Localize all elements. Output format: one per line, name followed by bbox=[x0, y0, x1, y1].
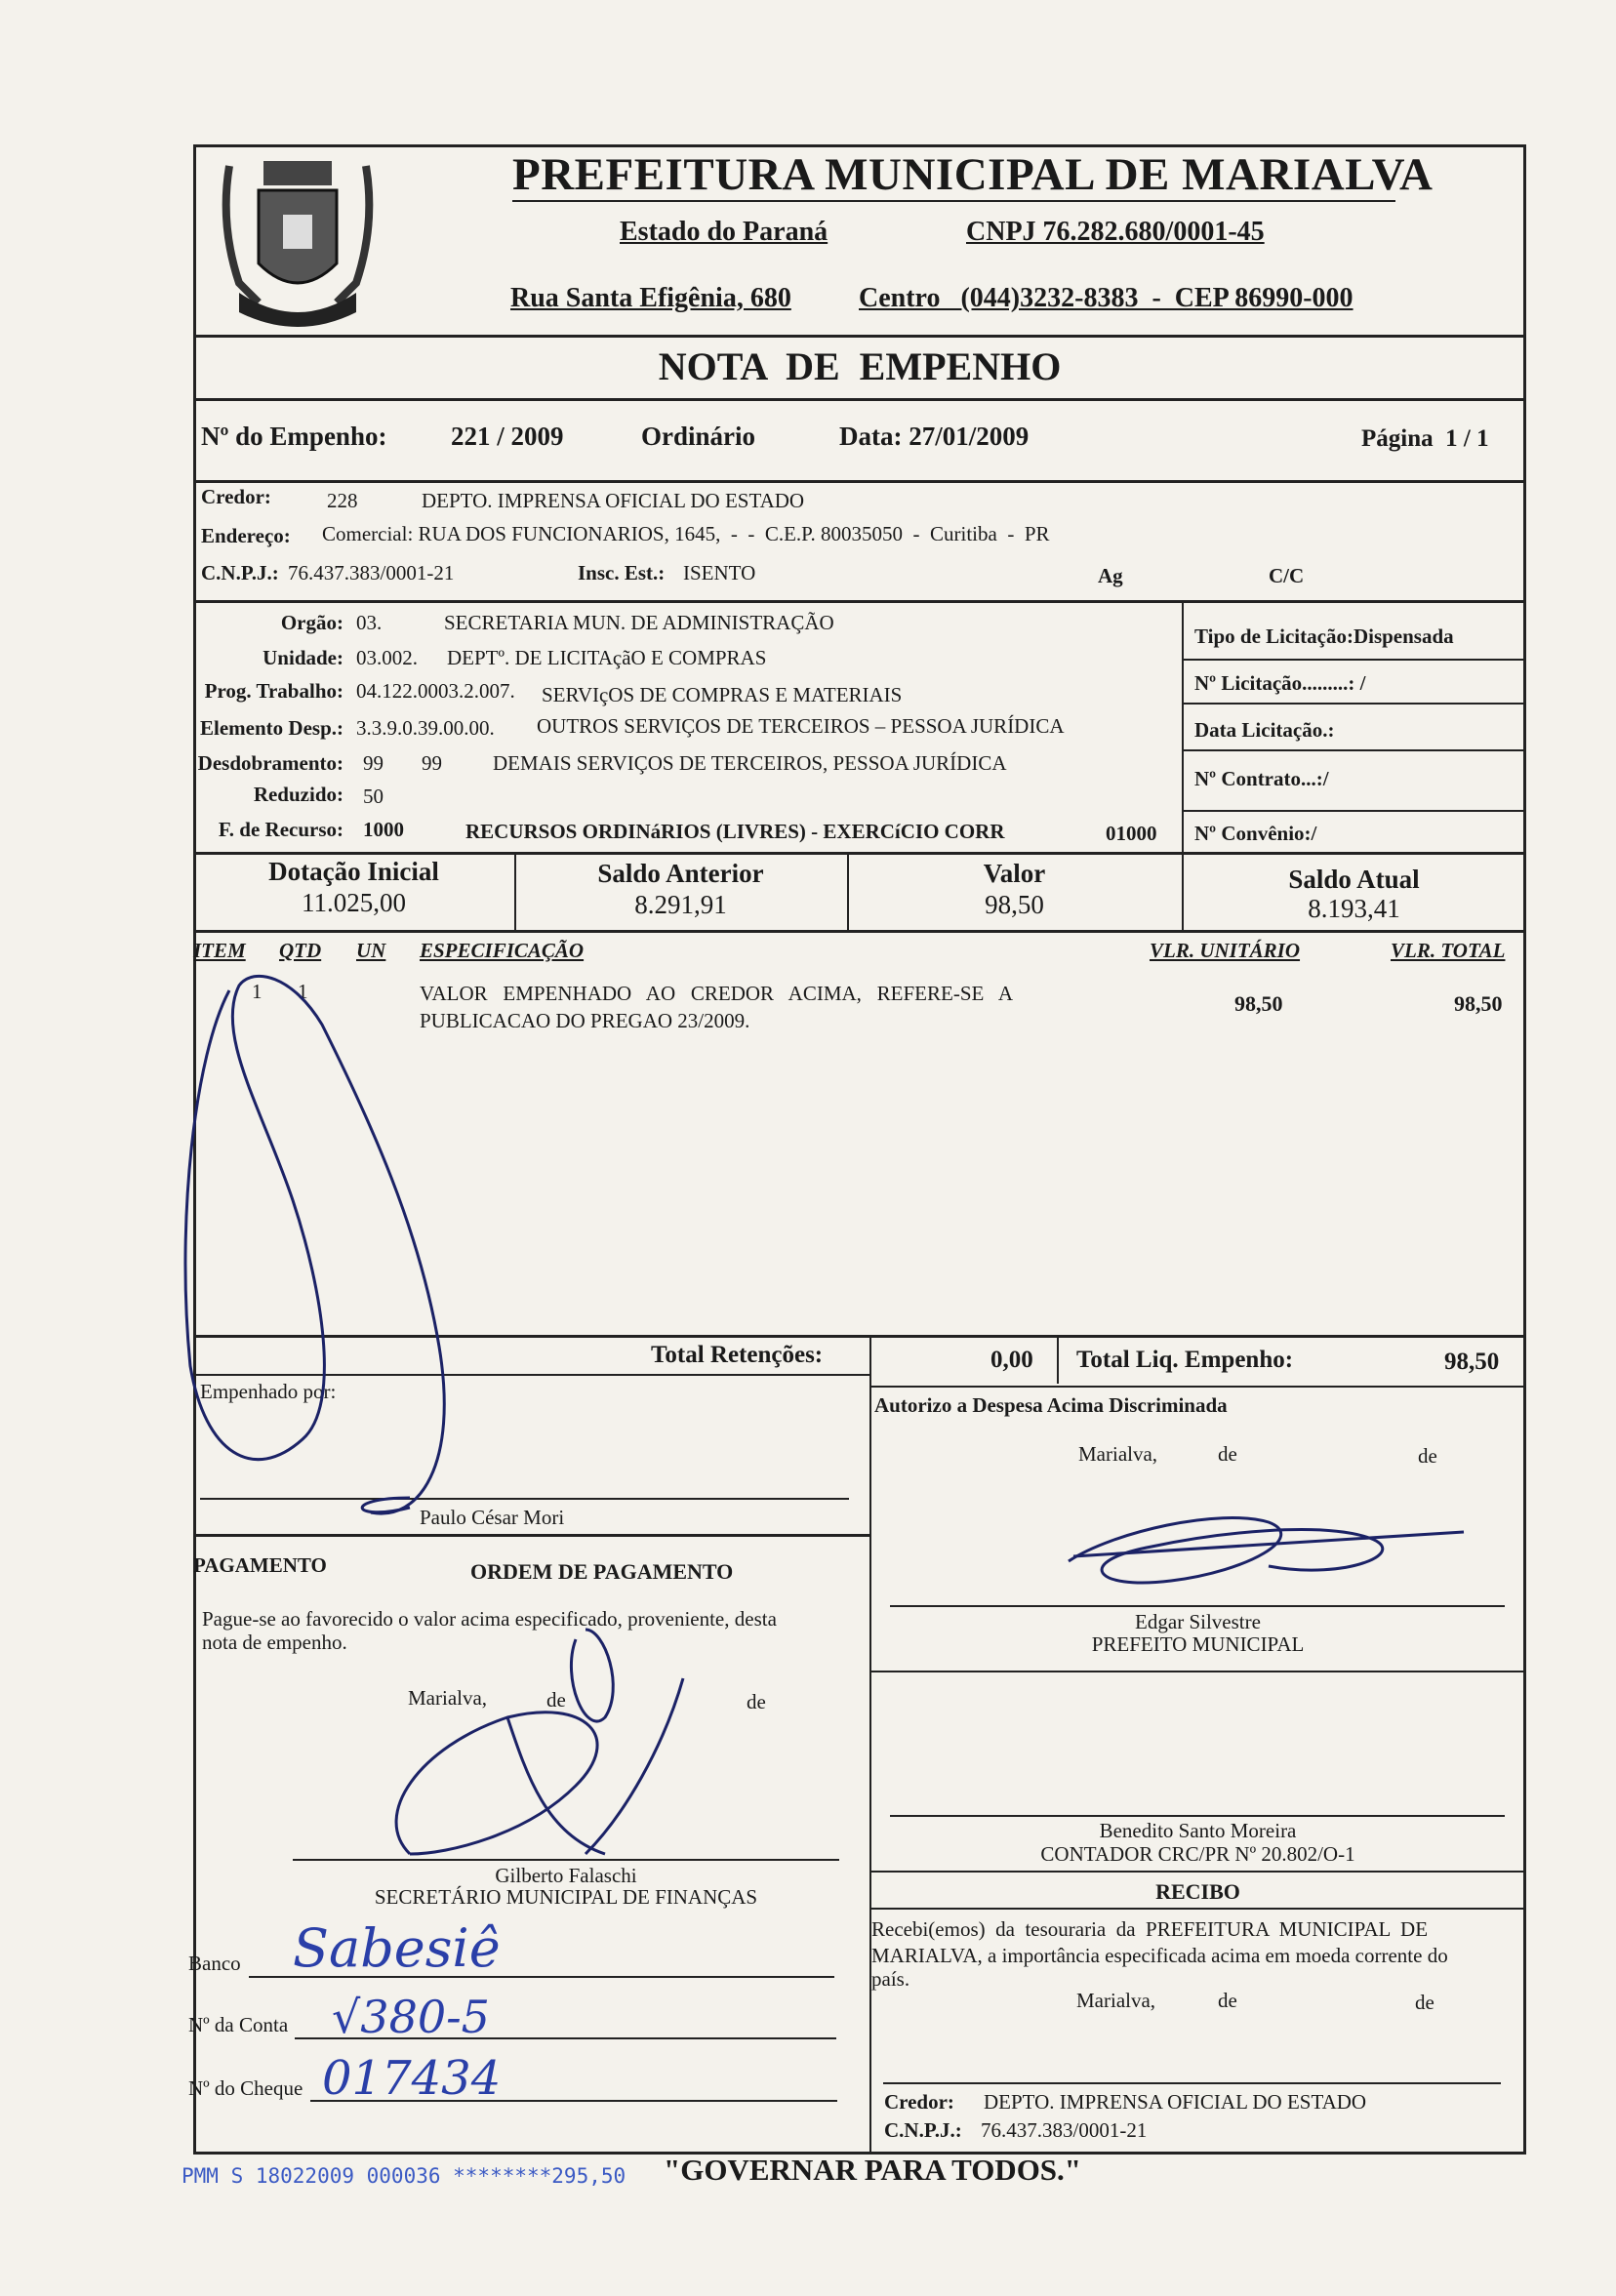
recibo-credor-label: Credor: bbox=[884, 2090, 954, 2114]
fonte-recurso-name: RECURSOS ORDINáRIOS (LIVRES) - EXERCíCIO CORR bbox=[465, 820, 1005, 843]
recibo-de-1: de bbox=[1218, 1989, 1237, 2012]
autorizo-de-1: de bbox=[1218, 1442, 1237, 1466]
desdobramento-code-2: 99 bbox=[422, 751, 442, 775]
col-qtd: QTD bbox=[279, 939, 322, 962]
secretario-title: SECRETÁRIO MUNICIPAL DE FINANÇAS bbox=[374, 1885, 758, 1909]
empenhado-por-name: Paulo César Mori bbox=[420, 1506, 565, 1529]
empenho-number-label: Nº do Empenho: bbox=[201, 422, 387, 451]
ordem-pagamento-label: ORDEM DE PAGAMENTO bbox=[470, 1559, 734, 1584]
elemento-label: Elemento Desp.: bbox=[200, 716, 343, 740]
recibo-text-3: país. bbox=[871, 1967, 910, 1991]
dotacao-label: Dotação Inicial bbox=[268, 857, 439, 886]
contador-name: Benedito Santo Moreira bbox=[1099, 1819, 1297, 1842]
credor-name: DEPTO. IMPRENSA OFICIAL DO ESTADO bbox=[422, 489, 805, 512]
cheque-label: Nº do Cheque bbox=[188, 2076, 303, 2100]
orgao-code: 03. bbox=[356, 611, 383, 634]
reduzido-label: Reduzido: bbox=[253, 783, 343, 806]
col-especificacao: ESPECIFICAÇÃO bbox=[420, 939, 585, 962]
fonte-recurso-label: F. de Recurso: bbox=[218, 818, 343, 841]
empenho-type: Ordinário bbox=[641, 422, 756, 451]
banco-value: Sabesiê bbox=[293, 1917, 501, 1979]
empenhado-por-label: Empenhado por: bbox=[200, 1380, 337, 1403]
ag-label: Ag bbox=[1098, 564, 1123, 587]
total-retencoes-label: Total Retenções: bbox=[651, 1342, 824, 1368]
unidade-code: 03.002. bbox=[356, 646, 418, 669]
district-phone: Centro (044)3232-8383 - CEP 86990-000 bbox=[859, 283, 1353, 313]
cnpj-header: CNPJ 76.282.680/0001-45 bbox=[966, 217, 1265, 247]
total-liquido-label: Total Liq. Empenho: bbox=[1076, 1347, 1294, 1373]
numero-convenio: Nº Convênio:/ bbox=[1194, 822, 1317, 845]
fonte-recurso-sub: 01000 bbox=[1106, 822, 1157, 845]
unidade-name: DEPTº. DE LICITAçãO E COMPRAS bbox=[447, 646, 767, 669]
credor-cnpj: 76.437.383/0001-21 bbox=[288, 561, 455, 584]
endereco-value: Comercial: RUA DOS FUNCIONARIOS, 1645, - - C.E.P. 80035050 - Curitiba - PR bbox=[322, 522, 1050, 545]
desdobramento-code-1: 99 bbox=[363, 751, 384, 775]
saldo-anterior-value: 8.291,91 bbox=[634, 890, 727, 919]
recibo-cnpj-value: 76.437.383/0001-21 bbox=[981, 2118, 1148, 2142]
reduzido-value: 50 bbox=[363, 785, 384, 808]
numero-contrato: Nº Contrato...:/ bbox=[1194, 767, 1329, 790]
dotacao-value: 11.025,00 bbox=[302, 888, 406, 917]
saldo-atual-label: Saldo Atual bbox=[1288, 865, 1420, 894]
pagamento-text-1: Pague-se ao favorecido o valor acima especificado, proveniente, desta bbox=[202, 1607, 777, 1631]
page-indicator: Página 1 / 1 bbox=[1361, 425, 1489, 452]
elemento-name: OUTROS SERVIÇOS DE TERCEIROS – PESSOA JURÍDICA bbox=[537, 714, 1065, 738]
row-spec-line-1: VALOR EMPENHADO AO CREDOR ACIMA, REFERE-SE A bbox=[420, 982, 1014, 1005]
credor-code: 228 bbox=[327, 489, 358, 512]
col-item: ITEM bbox=[193, 939, 246, 962]
fonte-recurso-code: 1000 bbox=[363, 818, 404, 841]
state-name: Estado do Paraná bbox=[620, 217, 828, 247]
recibo-de-2: de bbox=[1415, 1991, 1434, 2014]
cc-label: C/C bbox=[1269, 564, 1305, 587]
col-vlr-unitario: VLR. UNITÁRIO bbox=[1150, 939, 1301, 962]
recibo-credor-value: DEPTO. IMPRENSA OFICIAL DO ESTADO bbox=[984, 2090, 1367, 2114]
insc-label: Insc. Est.: bbox=[578, 561, 666, 584]
recibo-label: RECIBO bbox=[1155, 1879, 1240, 1904]
empenho-date: Data: 27/01/2009 bbox=[839, 422, 1030, 451]
recibo-text-1: Recebi(emos) da tesouraria da PREFEITURA MUNICIPAL DE bbox=[871, 1917, 1429, 1941]
stamp-code: PMM S 18022009 000036 ********295,50 bbox=[182, 2164, 626, 2188]
col-un: UN bbox=[356, 939, 386, 962]
row-qtd: 1 bbox=[298, 980, 308, 1003]
prog-name: SERVIçOS DE COMPRAS E MATERIAIS bbox=[542, 683, 903, 706]
autorizo-text: Autorizo a Despesa Acima Discriminada bbox=[874, 1393, 1228, 1417]
desdobramento-name: DEMAIS SERVIÇOS DE TERCEIROS, PESSOA JURÍDICA bbox=[493, 751, 1007, 775]
valor-value: 98,50 bbox=[985, 890, 1044, 919]
prog-label: Prog. Trabalho: bbox=[204, 679, 343, 703]
numero-licitacao: Nº Licitação.........: / bbox=[1194, 671, 1366, 695]
col-vlr-total: VLR. TOTAL bbox=[1391, 939, 1506, 962]
saldo-anterior-label: Saldo Anterior bbox=[597, 859, 764, 888]
recibo-text-2: MARIALVA, a importância especificada acima em moeda corrente do bbox=[871, 1944, 1448, 1967]
credor-label: Credor: bbox=[201, 485, 271, 508]
prefeito-name: Edgar Silvestre bbox=[1135, 1610, 1261, 1633]
conta-label: Nº da Conta bbox=[188, 2013, 289, 2036]
banco-label: Banco bbox=[188, 1952, 241, 1975]
municipality-title: PREFEITURA MUNICIPAL DE MARIALVA bbox=[512, 149, 1434, 200]
total-retencoes-value: 0,00 bbox=[990, 1347, 1033, 1373]
empenho-number: 221 / 2009 bbox=[451, 422, 564, 451]
recibo-marialva: Marialva, bbox=[1076, 1989, 1156, 2012]
cheque-value: 017434 bbox=[322, 2051, 502, 2106]
valor-label: Valor bbox=[983, 859, 1046, 888]
pagamento-text-2: nota de empenho. bbox=[202, 1631, 347, 1654]
cnpj-label: C.N.P.J.: bbox=[201, 561, 279, 584]
pagamento-de-2: de bbox=[747, 1690, 766, 1713]
secretario-name: Gilberto Falaschi bbox=[495, 1864, 637, 1887]
pagamento-marialva: Marialva, bbox=[408, 1686, 488, 1710]
doc-title: NOTA DE EMPENHO bbox=[658, 344, 1062, 388]
insc-value: ISENTO bbox=[683, 561, 756, 584]
row-total-value: 98,50 bbox=[1454, 991, 1503, 1016]
data-licitacao: Data Licitação.: bbox=[1194, 718, 1335, 742]
prefeito-title: PREFEITO MUNICIPAL bbox=[1091, 1632, 1305, 1656]
coat-of-arms-icon bbox=[200, 146, 395, 332]
row-item: 1 bbox=[252, 980, 263, 1003]
address-header: Rua Santa Efigênia, 680 bbox=[510, 283, 791, 313]
autorizo-de-2: de bbox=[1418, 1444, 1437, 1468]
endereco-label: Endereço: bbox=[201, 524, 291, 547]
contador-title: CONTADOR CRC/PR Nº 20.802/O-1 bbox=[1040, 1842, 1355, 1866]
conta-value: √380-5 bbox=[332, 1991, 490, 2043]
row-unit-value: 98,50 bbox=[1234, 991, 1283, 1016]
unidade-label: Unidade: bbox=[263, 646, 343, 669]
orgao-name: SECRETARIA MUN. DE ADMINISTRAÇÃO bbox=[444, 611, 834, 634]
row-spec-line-2: PUBLICACAO DO PREGAO 23/2009. bbox=[420, 1009, 750, 1032]
prog-code: 04.122.0003.2.007. bbox=[356, 679, 515, 703]
total-liquido-value: 98,50 bbox=[1444, 1349, 1500, 1375]
pagamento-label: PAGAMENTO bbox=[193, 1553, 327, 1577]
orgao-label: Orgão: bbox=[280, 611, 343, 634]
motto: "GOVERNAR PARA TODOS." bbox=[664, 2153, 1082, 2187]
autorizo-marialva: Marialva, bbox=[1078, 1442, 1158, 1466]
pagamento-de-1: de bbox=[546, 1688, 566, 1712]
desdobramento-label: Desdobramento: bbox=[197, 751, 343, 775]
elemento-code: 3.3.9.0.39.00.00. bbox=[356, 716, 495, 740]
tipo-licitacao: Tipo de Licitação:Dispensada bbox=[1194, 624, 1454, 648]
recibo-cnpj-label: C.N.P.J.: bbox=[884, 2118, 962, 2142]
saldo-atual-value: 8.193,41 bbox=[1308, 894, 1400, 923]
